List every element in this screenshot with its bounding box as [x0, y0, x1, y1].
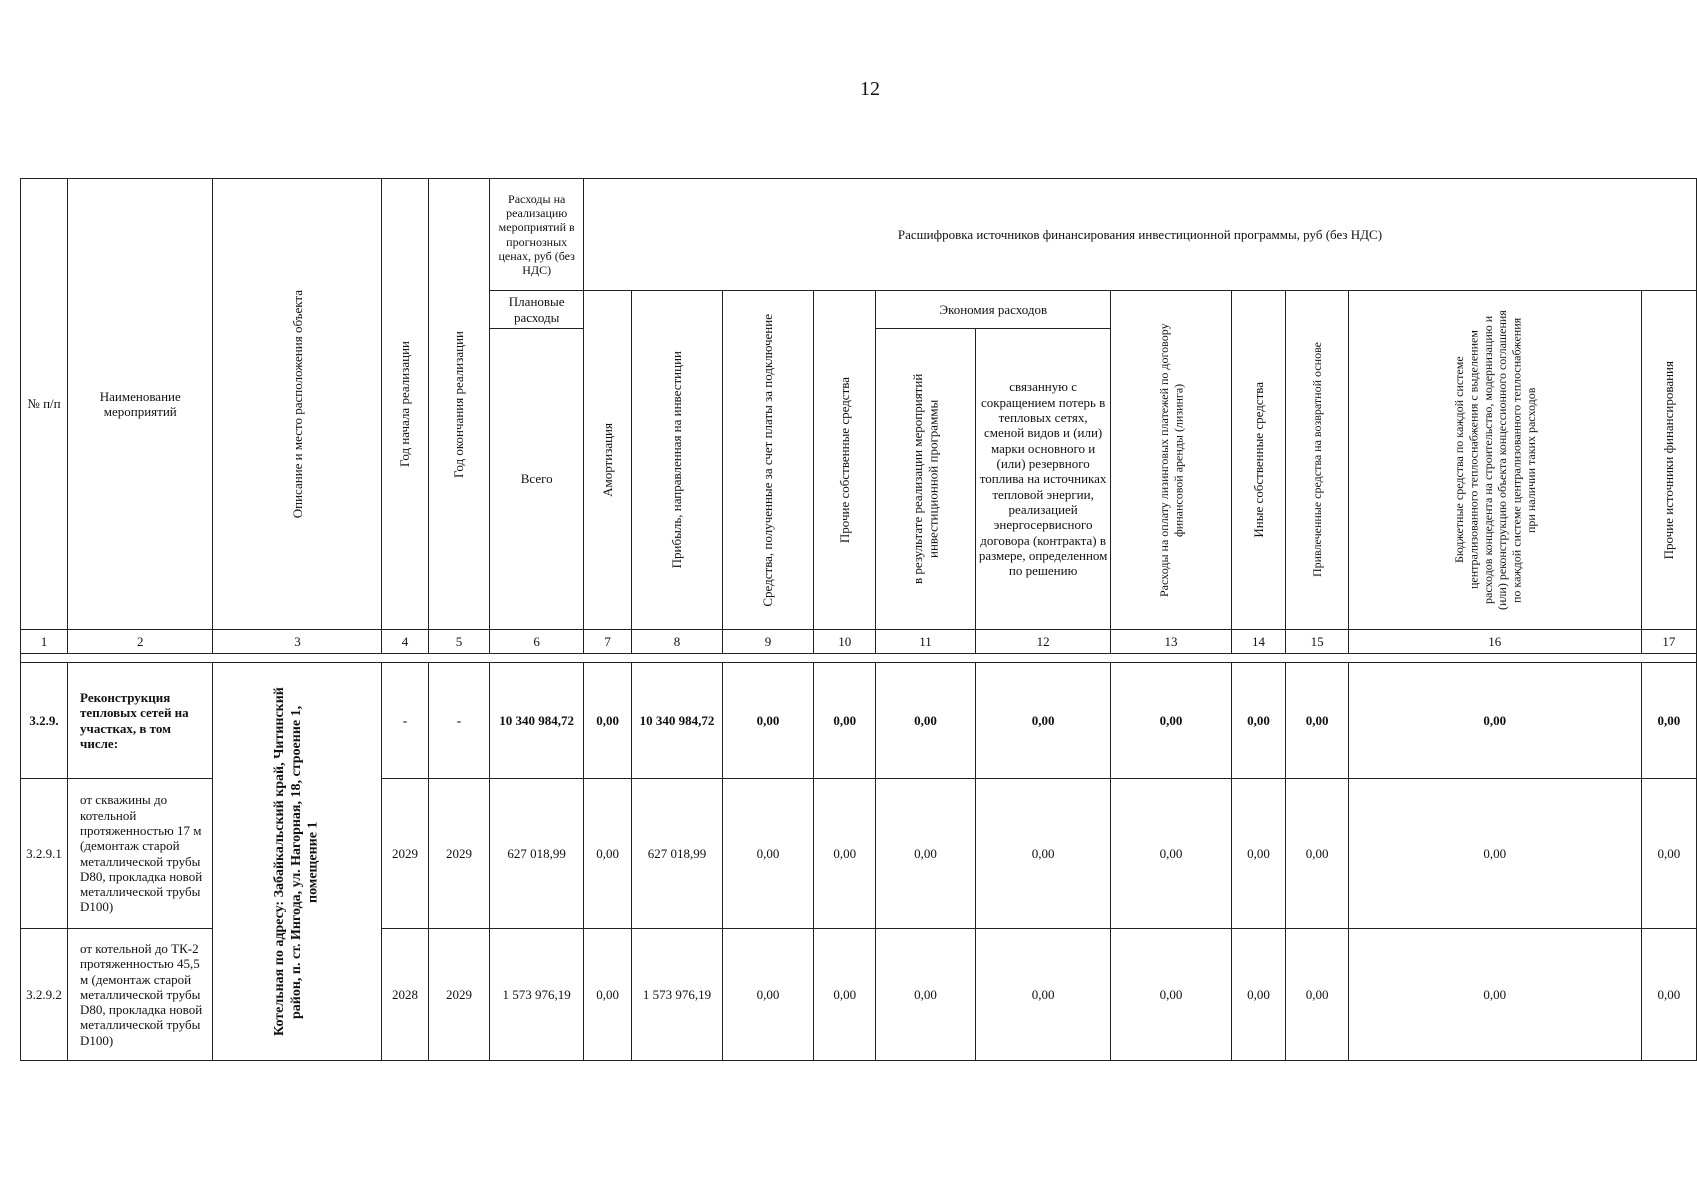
economy-header: Экономия расходов: [876, 291, 1111, 329]
row-total: 10 340 984,72: [490, 663, 584, 779]
total-header: Всего: [490, 329, 584, 630]
row-value: 0,00: [1348, 779, 1641, 929]
row-start: -: [382, 663, 428, 779]
spacer-row: [21, 654, 1697, 663]
col-number: 15: [1286, 630, 1349, 654]
col-number: 11: [876, 630, 976, 654]
row-value: 0,00: [1348, 929, 1641, 1061]
other-sources-header: Прочие источники финансирования: [1641, 291, 1696, 630]
budget-header: Бюджетные средства по каждой системе централизованного теплоснабжения с выделением расходов концедента на строительство, модернизацию и (или) реконструкцию объекта концессионного соглашения по каждой системе централизованного теплоснабжения при наличии таких расходов: [1348, 291, 1641, 630]
row-value: 0,00: [1231, 779, 1286, 929]
column-numbers-row: [21, 630, 1697, 654]
col-cost-header: Расходы на реализацию мероприятий в прогнозных ценах, руб (без НДС): [490, 179, 584, 291]
row-value: 0,00: [1348, 663, 1641, 779]
col-number: 5: [428, 630, 490, 654]
row-value: 0,00: [1641, 779, 1696, 929]
row-value: 0,00: [814, 929, 876, 1061]
col-number: 16: [1348, 630, 1641, 654]
row-value: 0,00: [583, 779, 631, 929]
amort-header: Амортизация: [583, 291, 631, 630]
col-number: 4: [382, 630, 428, 654]
row-value: 0,00: [876, 663, 976, 779]
row-end: 2029: [428, 929, 490, 1061]
leasing-header: Расходы на оплату лизинговых платежей по договору финансовой аренды (лизинга): [1111, 291, 1231, 630]
row-value: 0,00: [876, 929, 976, 1061]
row-value: 0,00: [975, 779, 1111, 929]
row-name: Реконструкция тепловых сетей на участках, в том числе:: [68, 663, 213, 779]
row-value: 10 340 984,72: [632, 663, 722, 779]
investment-table: [20, 178, 1697, 1061]
row-end: 2029: [428, 779, 490, 929]
row-value: 0,00: [1111, 779, 1231, 929]
row-value: 0,00: [975, 929, 1111, 1061]
row-value: 0,00: [975, 663, 1111, 779]
row-value: 0,00: [722, 929, 814, 1061]
col-end-header: Год окончания реализации: [428, 179, 490, 630]
row-value: 0,00: [1231, 663, 1286, 779]
row-total: 1 573 976,19: [490, 929, 584, 1061]
row-value: 627 018,99: [632, 779, 722, 929]
other-own2-header: Иные собственные средства: [1231, 291, 1286, 630]
row-value: 0,00: [876, 779, 976, 929]
row-value: 0,00: [1111, 929, 1231, 1061]
row-num: 3.2.9.1: [21, 779, 68, 929]
planned-header: Плановые расходы: [490, 291, 584, 329]
col-number: 17: [1641, 630, 1696, 654]
row-value: 0,00: [814, 779, 876, 929]
row-name: от котельной до ТК-2 протяженностью 45,5 м (демонтаж старой металлической трубы D80, прокладка новой металлической трубы D100): [68, 929, 213, 1061]
row-value: 1 573 976,19: [632, 929, 722, 1061]
row-value: 0,00: [583, 663, 631, 779]
borrowed-header: Привлеченные средства на возвратной основе: [1286, 291, 1349, 630]
row-start: 2028: [382, 929, 428, 1061]
row-value: 0,00: [1231, 929, 1286, 1061]
connection-header: Средства, полученные за счет платы за подключение: [722, 291, 814, 630]
location-cell: Котельная по адресу: Забайкальский край, Читинский район, п. ст. Ингода, ул. Нагорная, 18, строение 1, помещение 1: [213, 663, 382, 1061]
other-own-header: Прочие собственные средства: [814, 291, 876, 630]
row-num: 3.2.9.: [21, 663, 68, 779]
col-number: 13: [1111, 630, 1231, 654]
col-number: 12: [975, 630, 1111, 654]
header-row-1: [21, 179, 1697, 291]
row-value: 0,00: [1641, 929, 1696, 1061]
col-name-header: Наименование мероприятий: [68, 179, 213, 630]
row-value: 0,00: [722, 663, 814, 779]
row-start: 2029: [382, 779, 428, 929]
col-number: 9: [722, 630, 814, 654]
col-desc-header: Описание и место расположения объекта: [213, 179, 382, 630]
row-value: 0,00: [722, 779, 814, 929]
row-num: 3.2.9.2: [21, 929, 68, 1061]
col-number: 2: [68, 630, 213, 654]
col-num-header: № п/п: [21, 179, 68, 630]
col-number: 8: [632, 630, 722, 654]
col-number: 1: [21, 630, 68, 654]
row-value: 0,00: [1641, 663, 1696, 779]
row-value: 0,00: [1286, 663, 1349, 779]
economy-related-header: связанную с сокращением потерь в тепловых сетях, сменой видов и (или) марки основного и (или) резервного топлива на источниках тепловой энергии, реализацией энергосервисного договора (контракта) в размере, определенном по решению: [975, 329, 1111, 630]
profit-header: Прибыль, направленная на инвестиции: [632, 291, 722, 630]
col-number: 10: [814, 630, 876, 654]
page-number: 12: [860, 78, 880, 100]
row-end: -: [428, 663, 490, 779]
economy-result-header: в результате реализации мероприятий инвестиционной программы: [876, 329, 976, 630]
sources-title: Расшифровка источников финансирования инвестиционной программы, руб (без НДС): [583, 179, 1696, 291]
row-value: 0,00: [1286, 929, 1349, 1061]
col-number: 7: [583, 630, 631, 654]
row-value: 0,00: [814, 663, 876, 779]
col-start-header: Год начала реализации: [382, 179, 428, 630]
row-value: 0,00: [583, 929, 631, 1061]
col-number: 14: [1231, 630, 1286, 654]
col-number: 3: [213, 630, 382, 654]
row-name: от скважины до котельной протяженностью 17 м (демонтаж старой металлической трубы D80, прокладка новой металлической трубы D100): [68, 779, 213, 929]
row-value: 0,00: [1286, 779, 1349, 929]
table-row: [21, 663, 1697, 779]
row-value: 0,00: [1111, 663, 1231, 779]
row-total: 627 018,99: [490, 779, 584, 929]
col-number: 6: [490, 630, 584, 654]
